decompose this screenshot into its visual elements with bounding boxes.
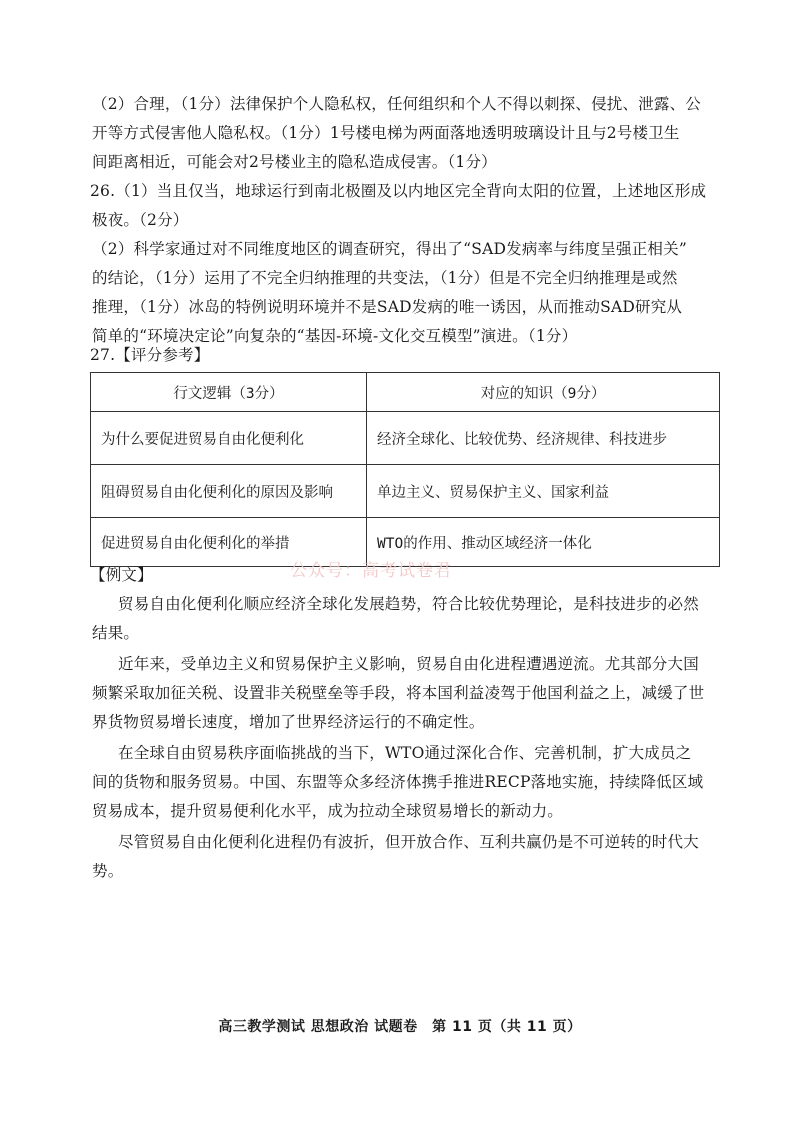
watermark: 公众号：高考试卷君 bbox=[290, 561, 452, 581]
q26-line-3: （2）科学家通过对不同维度地区的调查研究，得出了“SAD发病率与纬度呈强正相关” bbox=[92, 240, 687, 258]
table-header: 对应的知识（9分） bbox=[367, 373, 720, 412]
q27-heading: 27.【评分参考】 bbox=[90, 346, 210, 364]
paragraph-3-line-2: 间的货物和服务贸易。中国、东盟等众多经济体携手推进RECP落地实施，持续降低区域 bbox=[92, 773, 704, 791]
table-cell: 经济全球化、比较优势、经济规律、科技进步 bbox=[367, 412, 720, 465]
table-cell: 为什么要促进贸易自由化便利化 bbox=[91, 412, 367, 465]
q26-line-4: 的结论，（1分）运用了不完全归纳推理的共变法，（1分）但是不完全归纳推理是或然 bbox=[92, 269, 678, 287]
table-cell: WTO的作用、推动区域经济一体化 bbox=[367, 518, 720, 567]
q26-line-6: 简单的“环境决定论”向复杂的“基因-环境-文化交互模型”演进。（1分） bbox=[92, 327, 578, 345]
paragraph-1-line-2: 结果。 bbox=[92, 624, 140, 642]
q25-line-2: 开等方式侵害他人隐私权。（1分）1号楼电梯为两面落地透明玻璃设计且与2号楼卫生 bbox=[92, 124, 680, 142]
q26-line-1: 26.（1）当且仅当，地球运行到南北极圈及以内地区完全背向太阳的位置，上述地区形成 bbox=[90, 182, 707, 200]
table-cell: 促进贸易自由化便利化的举措 bbox=[91, 518, 367, 567]
q25-line-3: 间距离相近，可能会对2号楼业主的隐私造成侵害。（1分） bbox=[92, 153, 497, 171]
paragraph-2-line-2: 频繁采取加征关税、设置非关税壁垒等手段，将本国利益凌驾于他国利益之上，减缓了世 bbox=[92, 684, 705, 702]
paragraph-2-line-1: 近年来，受单边主义和贸易保护主义影响，贸易自由化进程遭遇逆流。尤其部分大国 bbox=[118, 655, 699, 673]
table-row bbox=[91, 465, 720, 518]
paragraph-2-line-3: 界货物贸易增长速度，增加了世界经济运行的不确定性。 bbox=[92, 713, 485, 731]
page-footer: 高三教学测试 思想政治 试题卷 第 11 页（共 11 页） bbox=[218, 1019, 582, 1035]
paragraph-4-line-2: 势。 bbox=[92, 862, 124, 880]
table-header-row bbox=[91, 373, 720, 412]
paragraph-4-line-1: 尽管贸易自由化便利化进程仍有波折，但开放合作、互利共赢仍是不可逆转的时代大 bbox=[118, 833, 699, 851]
q26-line-5: 推理，（1分）冰岛的特例说明环境并不是SAD发病的唯一诱因，从而推动SAD研究从 bbox=[92, 298, 683, 316]
q26-line-2: 极夜。（2分） bbox=[92, 211, 189, 229]
table-header: 行文逻辑（3分） bbox=[91, 373, 367, 412]
table-cell: 阻碍贸易自由化便利化的原因及影响 bbox=[91, 465, 367, 518]
table-cell: 单边主义、贸易保护主义、国家利益 bbox=[367, 465, 720, 518]
paragraph-1-line-1: 贸易自由化便利化顺应经济全球化发展趋势，符合比较优势理论，是科技进步的必然 bbox=[118, 595, 699, 613]
table-row bbox=[91, 412, 720, 465]
example-heading: 【例文】 bbox=[90, 566, 153, 584]
q25-line-1: （2）合理，（1分）法律保护个人隐私权，任何组织和个人不得以刺探、侵扰、泄露、公 bbox=[92, 95, 701, 113]
paragraph-3-line-3: 贸易成本，提升贸易便利化水平，成为拉动全球贸易增长的新动力。 bbox=[92, 802, 564, 820]
scoring-table bbox=[90, 372, 720, 567]
paragraph-3-line-1: 在全球自由贸易秩序面临挑战的当下，WTO通过深化合作、完善机制，扩大成员之 bbox=[118, 744, 692, 762]
